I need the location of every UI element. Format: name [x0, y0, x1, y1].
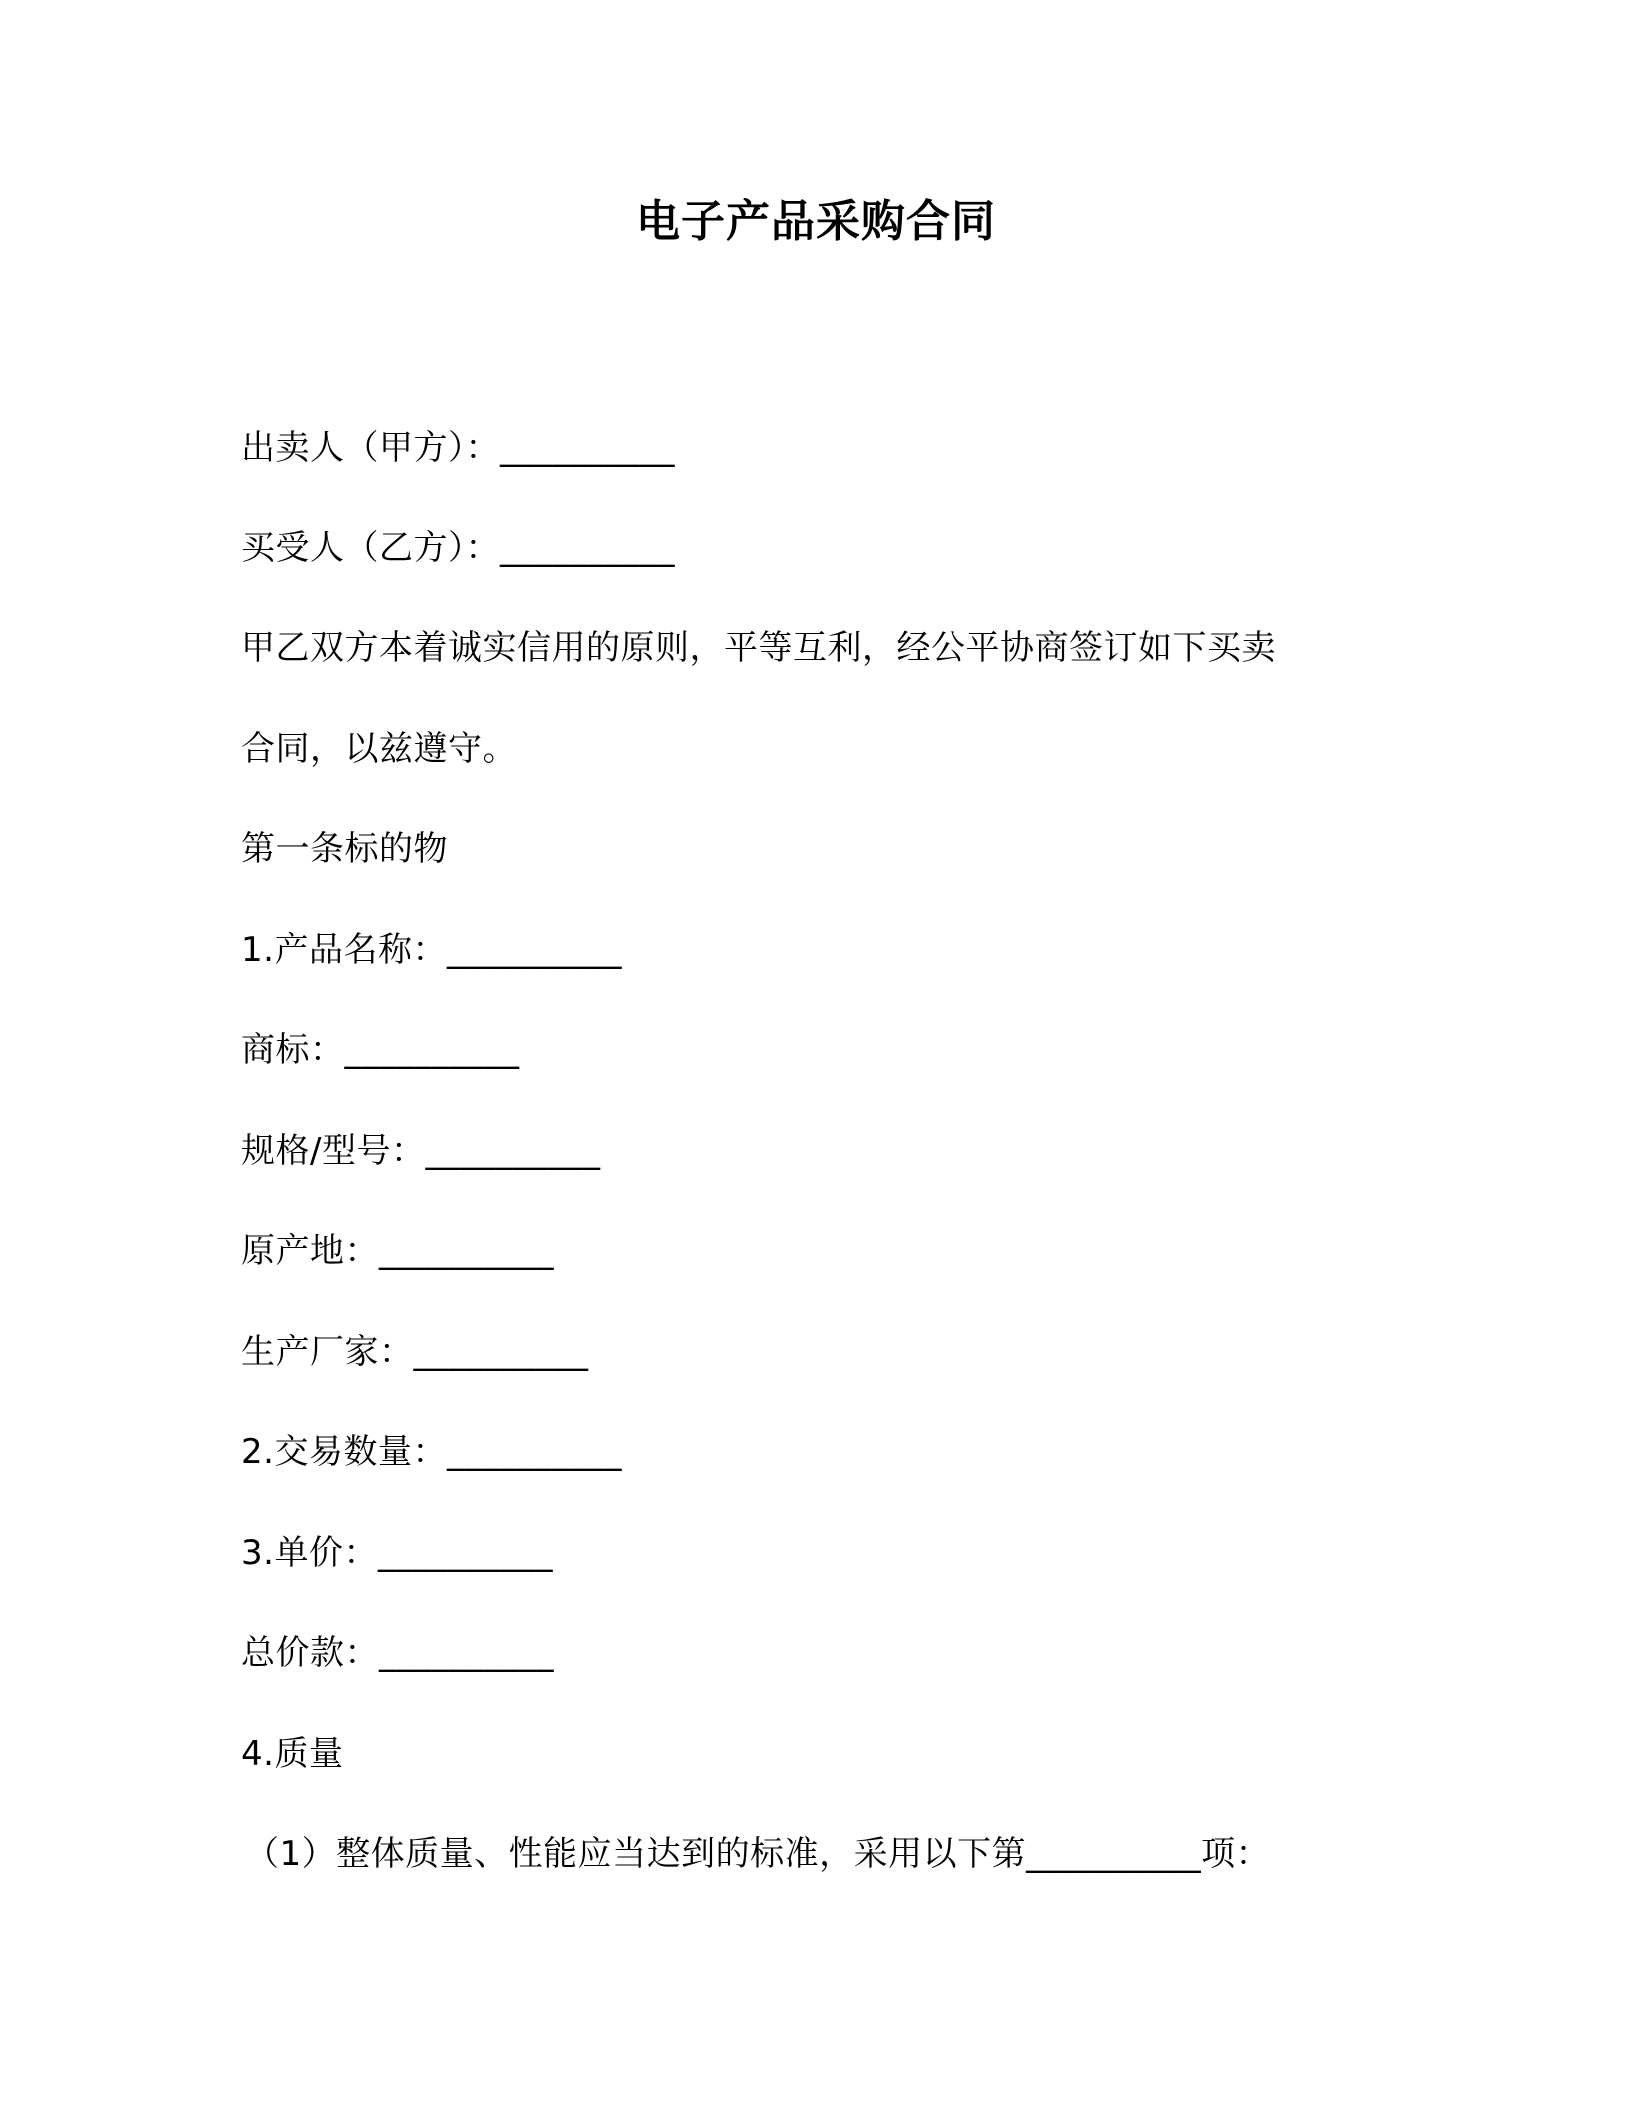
preamble-line-1: 甲乙双方本着诚实信用的原则，平等互利，经公平协商签订如下买卖 — [241, 628, 1276, 668]
product-name-line: 1.产品名称：__________ — [241, 930, 622, 970]
manufacturer-line: 生产厂家：__________ — [241, 1332, 589, 1372]
quality-heading: 4.质量 — [241, 1734, 344, 1774]
quantity-line: 2.交易数量：__________ — [241, 1432, 622, 1472]
document-title: 电子产品采购合同 — [636, 196, 996, 247]
trademark-line: 商标：__________ — [241, 1030, 520, 1070]
preamble-line-2: 合同，以兹遵守。 — [241, 729, 517, 769]
buyer-line: 买受人（乙方）：__________ — [241, 528, 675, 568]
spec-model-line: 规格/型号：__________ — [241, 1131, 601, 1171]
quality-standard-line: （1）整体质量、性能应当达到的标准，采用以下第__________项： — [245, 1834, 1271, 1874]
origin-line: 原产地：__________ — [241, 1231, 554, 1271]
article-one-heading: 第一条标的物 — [241, 829, 448, 869]
seller-line: 出卖人（甲方）：__________ — [241, 428, 675, 468]
total-price-line: 总价款：__________ — [241, 1633, 554, 1673]
unit-price-line: 3.单价：__________ — [241, 1533, 553, 1573]
